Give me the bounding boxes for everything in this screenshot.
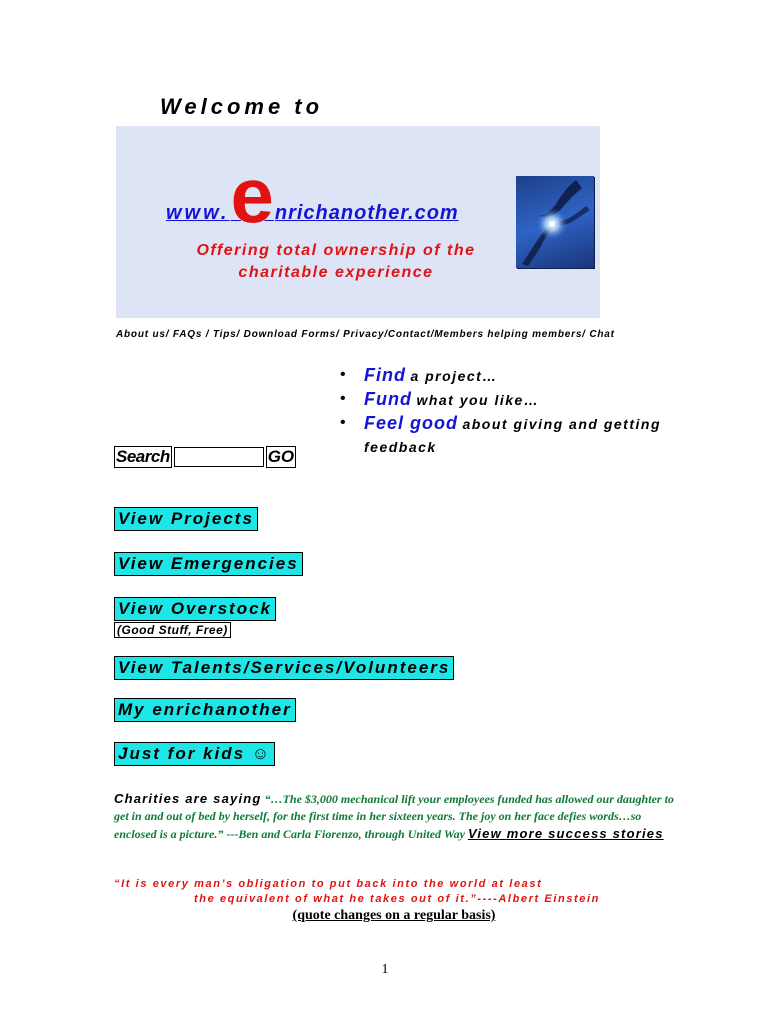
site-url-link[interactable] (166, 151, 459, 239)
url-big-e: e (230, 151, 274, 239)
view-overstock-button[interactable]: View Overstock (114, 597, 276, 621)
bullet-fund-keyword: Fund (364, 389, 412, 409)
testimonial-lead: Charities are saying (114, 791, 262, 806)
page-number: 1 (381, 962, 389, 977)
reaching-hands-logo-icon (516, 176, 594, 268)
welcome-heading: Welcome to (160, 94, 324, 119)
einstein-quote (114, 877, 674, 907)
search-label: Search (116, 447, 170, 466)
bullet-find-keyword: Find (364, 365, 406, 385)
view-projects-button[interactable]: View Projects (114, 507, 258, 531)
bullet-find-text: a project… (410, 368, 498, 384)
bullet-fund (340, 388, 670, 412)
url-prefix: www. (166, 202, 230, 224)
top-nav[interactable]: About us/ FAQs / Tips/ Download Forms/ Privacy/Contact/Members helping members/ Chat (116, 329, 615, 340)
bullet-fund-text: what you like… (416, 392, 540, 408)
site-banner (116, 126, 600, 318)
overstock-note: (Good Stuff, Free) (114, 622, 231, 638)
testimonial (114, 790, 674, 843)
my-enrichanother-button[interactable]: My enrichanother (114, 698, 296, 722)
bullet-feel-good (340, 412, 670, 459)
go-button[interactable]: GO (267, 447, 295, 466)
testimonial-quote: “…The $3,000 mechanical lift your employees funded has allowed our daughter to get in and out of bed by herself, for the first time in her sixteen years. The joy on her face defies words…so enclosed is a picture.” (114, 792, 674, 841)
einstein-quote-line1: “It is every man’s obligation to put back into the world at least (114, 878, 543, 890)
bullet-feel-good-text: about giving and getting feedback (364, 416, 661, 455)
bullet-find (340, 364, 670, 388)
view-talents-button[interactable]: View Talents/Services/Volunteers (114, 656, 454, 680)
search-input[interactable] (174, 447, 264, 467)
einstein-quote-line2: the equivalent of what he takes out of it.”----Albert Einstein (194, 893, 600, 905)
bullet-feel-good-keyword: Feel good (364, 413, 458, 433)
view-emergencies-button[interactable]: View Emergencies (114, 552, 303, 576)
testimonial-attribution: ---Ben and Carla Fiorenzo, through United Way (226, 827, 465, 841)
quote-rotation-note: (quote changes on a regular basis) (292, 908, 496, 923)
url-domain: nrichanother.com (274, 202, 459, 224)
logo-graphic (516, 176, 594, 268)
just-for-kids-button[interactable]: Just for kids ☺ (114, 742, 275, 766)
view-more-stories-link[interactable]: View more success stories (467, 826, 664, 841)
search-bar (114, 446, 296, 470)
feature-bullets (340, 364, 670, 459)
site-tagline: Offering total ownership of the charitable experience (196, 242, 476, 281)
